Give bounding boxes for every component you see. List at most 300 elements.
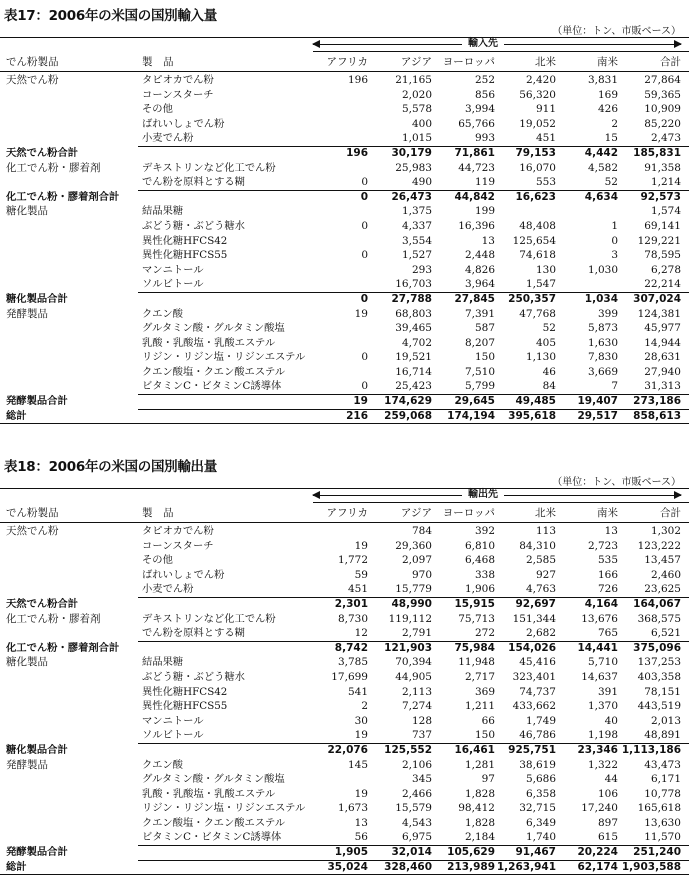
table-row	[0, 582, 689, 597]
europe-value-cell: 65,766	[458, 117, 495, 130]
north-america-value-cell: 323,401	[512, 670, 556, 683]
africa-value-cell: 0	[361, 219, 368, 232]
product-cell: ソルビトール	[142, 729, 204, 742]
table-row	[0, 539, 689, 554]
south-america-value-cell: 15	[604, 132, 618, 145]
product-cell: ソルビトール	[142, 278, 204, 291]
table-total-row	[0, 292, 689, 307]
asia-value-cell: 44,905	[395, 670, 432, 683]
category-cell: 天然でん粉合計	[6, 597, 79, 610]
south-america-value-cell: 1,198	[587, 729, 618, 742]
asia-value-cell: 48,990	[391, 597, 432, 610]
europe-value-cell: 13	[481, 234, 495, 247]
north-america-value-cell: 6,358	[525, 787, 556, 800]
asia-value-cell: 2,791	[401, 627, 432, 640]
south-america-value-cell: 166	[597, 568, 618, 581]
header-bottom-rule	[0, 71, 689, 72]
asia-value-cell: 4,543	[401, 816, 432, 829]
product-cell: リジン・リジン塩・リジンエステル	[142, 802, 306, 815]
table-row	[0, 131, 689, 146]
asia-value-cell: 121,903	[384, 641, 432, 654]
product-cell: 乳酸・乳酸塩・乳酸エステル	[142, 787, 276, 800]
header-top-rule	[0, 37, 689, 38]
south-america-value-cell: 17,240	[581, 802, 618, 815]
africa-value-cell: 451	[347, 583, 368, 596]
total-value-cell: 129,221	[637, 234, 681, 247]
europe-value-cell: 97	[481, 773, 495, 786]
asia-value-cell: 39,465	[395, 322, 432, 335]
table-row	[0, 568, 689, 583]
total-value-cell: 2,460	[650, 568, 681, 581]
south-america-value-cell: 5,873	[587, 322, 618, 335]
table-total-row	[0, 409, 689, 424]
south-america-value-cell: 23,346	[577, 743, 618, 756]
product-cell: デキストリンなど化工でん粉	[142, 161, 276, 174]
europe-value-cell: 1,828	[464, 787, 495, 800]
europe-value-cell: 199	[474, 205, 495, 218]
south-america-value-cell: 2	[611, 117, 618, 130]
product-cell: リジン・リジン塩・リジンエステル	[142, 351, 306, 364]
product-cell: マンニトール	[142, 263, 204, 276]
asia-value-cell: 293	[411, 263, 432, 276]
south-america-value-cell: 7	[611, 380, 618, 393]
europe-value-cell: 75,713	[458, 612, 495, 625]
europe-value-cell: 993	[474, 132, 495, 145]
table-header	[0, 488, 689, 522]
north-america-value-cell: 49,485	[515, 395, 556, 408]
table-row	[0, 234, 689, 249]
total-value-cell: 45,977	[644, 322, 681, 335]
europe-value-cell: 66	[481, 714, 495, 727]
north-america-value-cell: 32,715	[519, 802, 556, 815]
table-row	[0, 758, 689, 773]
europe-value-cell: 150	[474, 351, 495, 364]
product-cell: クエン酸	[142, 758, 183, 771]
africa-value-cell: 541	[347, 685, 368, 698]
product-cell: クエン酸塩・クエン酸エステル	[142, 365, 286, 378]
asia-value-cell: 27,788	[391, 292, 432, 305]
north-america-value-cell: 79,153	[515, 146, 556, 159]
north-america-value-cell: 74,737	[519, 685, 556, 698]
europe-value-cell: 105,629	[447, 846, 495, 859]
total-value-cell: 78,595	[644, 249, 681, 262]
north-america-value-cell: 91,467	[515, 846, 556, 859]
europe-value-cell: 119	[474, 176, 495, 189]
asia-value-cell: 2,466	[401, 787, 432, 800]
total-value-cell: 13,457	[644, 554, 681, 567]
north-america-value-cell: 154,026	[508, 641, 556, 654]
africa-value-cell: 0	[361, 176, 368, 189]
category-cell: 発酵製品合計	[6, 395, 68, 408]
south-america-value-cell: 14,441	[577, 641, 618, 654]
north-america-value-cell: 2,682	[525, 627, 556, 640]
header-mid-rule	[313, 51, 689, 52]
africa-value-cell: 0	[361, 351, 368, 364]
north-america-value-cell: 2,420	[525, 74, 556, 86]
north-america-value-cell: 130	[535, 263, 556, 276]
north-america-value-cell: 56,320	[519, 88, 556, 101]
south-america-value-cell: 1,370	[587, 700, 618, 713]
europe-value-cell: 29,645	[454, 395, 495, 408]
total-value-cell: 1,903,588	[621, 860, 681, 873]
africa-value-cell: 2,301	[334, 597, 368, 610]
north-america-value-cell: 553	[535, 176, 556, 189]
total-value-cell: 375,096	[633, 641, 681, 654]
north-america-value-cell: 52	[542, 322, 556, 335]
europe-value-cell: 6,810	[464, 539, 495, 552]
europe-value-cell: 16,396	[458, 219, 495, 232]
asia-value-cell: 2,097	[401, 554, 432, 567]
asia-value-cell: 7,274	[401, 700, 432, 713]
north-america-value-cell: 1,263,941	[496, 860, 556, 873]
table-row	[0, 307, 689, 322]
africa-value-cell: 2	[361, 700, 368, 713]
total-value-cell: 307,024	[633, 292, 681, 305]
africa-value-cell: 13	[354, 816, 368, 829]
total-value-cell: 27,864	[644, 74, 681, 86]
south-america-value-cell: 3,669	[587, 365, 618, 378]
category-cell: 糖化製品	[6, 205, 48, 218]
table-row	[0, 379, 689, 394]
south-america-value-cell: 169	[597, 88, 618, 101]
asia-value-cell: 1,015	[401, 132, 432, 145]
asia-value-cell: 6,975	[401, 831, 432, 844]
south-america-value-cell: 897	[597, 816, 618, 829]
europe-value-cell: 5,799	[464, 380, 495, 393]
table-row	[0, 88, 689, 103]
south-america-value-cell: 106	[597, 787, 618, 800]
table-row	[0, 365, 689, 380]
europe-value-cell: 7,391	[464, 307, 495, 320]
asia-value-cell: 25,983	[395, 161, 432, 174]
table-row	[0, 219, 689, 234]
col-header-asia: アジア	[400, 507, 432, 519]
asia-value-cell: 2,020	[401, 88, 432, 101]
north-america-value-cell: 48,408	[519, 219, 556, 232]
europe-value-cell: 44,723	[458, 161, 495, 174]
category-cell: 糖化製品合計	[6, 743, 68, 756]
europe-value-cell: 1,281	[464, 758, 495, 771]
product-cell: ばれいしょでん粉	[142, 568, 225, 581]
north-america-value-cell: 911	[535, 103, 556, 116]
europe-value-cell: 98,412	[458, 802, 495, 815]
asia-value-cell: 119,112	[388, 612, 432, 625]
total-value-cell: 165,618	[637, 802, 681, 815]
south-america-value-cell: 765	[597, 627, 618, 640]
europe-value-cell: 44,842	[454, 190, 495, 203]
product-cell: クエン酸	[142, 307, 183, 320]
product-cell: ばれいしょでん粉	[142, 117, 225, 130]
category-cell: 糖化製品合計	[6, 292, 68, 305]
asia-value-cell: 68,803	[395, 307, 432, 320]
product-cell: 異性化糖HFCS55	[142, 249, 228, 262]
asia-value-cell: 737	[411, 729, 432, 742]
europe-value-cell: 150	[474, 729, 495, 742]
north-america-value-cell: 92,697	[515, 597, 556, 610]
table-row	[0, 336, 689, 351]
asia-value-cell: 3,554	[401, 234, 432, 247]
south-america-value-cell: 615	[597, 831, 618, 844]
total-value-cell: 23,625	[644, 583, 681, 596]
africa-value-cell: 30	[354, 714, 368, 727]
table-total-row	[0, 394, 689, 409]
table-total-row	[0, 860, 689, 875]
north-america-value-cell: 19,052	[519, 117, 556, 130]
europe-value-cell: 2,448	[464, 249, 495, 262]
asia-value-cell: 29,360	[395, 539, 432, 552]
table-title: 表17：2006年の米国の国別輸入量	[4, 8, 217, 24]
north-america-value-cell: 46	[542, 365, 556, 378]
col-header-south-america: 南米	[597, 56, 618, 68]
asia-value-cell: 259,068	[384, 409, 432, 422]
europe-value-cell: 3,964	[464, 278, 495, 291]
total-value-cell: 85,220	[644, 117, 681, 130]
total-value-cell: 1,302	[650, 525, 681, 537]
europe-value-cell: 587	[474, 322, 495, 335]
south-america-value-cell: 1,030	[587, 263, 618, 276]
europe-value-cell: 27,845	[454, 292, 495, 305]
product-cell: タピオカでん粉	[142, 74, 214, 86]
africa-value-cell: 8,742	[334, 641, 368, 654]
africa-value-cell: 1,772	[337, 554, 368, 567]
total-value-cell: 403,358	[637, 670, 681, 683]
total-value-cell: 28,631	[644, 351, 681, 364]
north-america-value-cell: 84,310	[519, 539, 556, 552]
asia-value-cell: 345	[411, 773, 432, 786]
product-cell: 異性化糖HFCS42	[142, 234, 228, 247]
europe-value-cell: 369	[474, 685, 495, 698]
total-value-cell: 10,778	[644, 787, 681, 800]
europe-value-cell: 3,994	[464, 103, 495, 116]
europe-value-cell: 75,984	[454, 641, 495, 654]
product-cell: 結晶果糖	[142, 205, 184, 218]
south-america-value-cell: 399	[597, 307, 618, 320]
table-row	[0, 263, 689, 278]
product-cell: コーンスターチ	[142, 88, 214, 101]
south-america-value-cell: 5,710	[587, 656, 618, 669]
total-value-cell: 22,214	[644, 278, 681, 291]
table-row	[0, 612, 689, 627]
africa-value-cell: 17,699	[331, 670, 368, 683]
north-america-value-cell: 45,416	[519, 656, 556, 669]
product-cell: クエン酸塩・クエン酸エステル	[142, 816, 286, 829]
category-cell: 化工でん粉・膠着剤	[6, 612, 101, 625]
europe-value-cell: 252	[474, 74, 495, 86]
europe-value-cell: 2,717	[464, 670, 495, 683]
south-america-value-cell: 3	[611, 249, 618, 262]
product-cell: 異性化糖HFCS42	[142, 685, 228, 698]
north-america-value-cell: 395,618	[508, 409, 556, 422]
asia-value-cell: 490	[411, 176, 432, 189]
africa-value-cell: 12	[354, 627, 368, 640]
europe-value-cell: 338	[474, 568, 495, 581]
north-america-value-cell: 451	[535, 132, 556, 145]
north-america-value-cell: 250,357	[508, 292, 556, 305]
asia-value-cell: 16,703	[395, 278, 432, 291]
table-row	[0, 830, 689, 845]
table-row	[0, 73, 689, 88]
africa-value-cell: 3,785	[337, 656, 368, 669]
africa-value-cell: 196	[346, 146, 368, 159]
asia-value-cell: 30,179	[391, 146, 432, 159]
south-america-value-cell: 62,174	[577, 860, 618, 873]
asia-value-cell: 174,629	[384, 395, 432, 408]
category-cell: 総計	[6, 860, 27, 873]
africa-value-cell: 1,673	[337, 802, 368, 815]
south-america-value-cell: 726	[597, 583, 618, 596]
product-cell: コーンスターチ	[142, 539, 214, 552]
north-america-value-cell: 6,349	[525, 816, 556, 829]
table-row	[0, 626, 689, 641]
south-america-value-cell: 29,517	[577, 409, 618, 422]
table-row	[0, 685, 689, 700]
category-cell: 天然でん粉	[6, 525, 59, 537]
table-row	[0, 248, 689, 263]
category-cell: 発酵製品	[6, 758, 48, 771]
south-america-value-cell: 44	[604, 773, 618, 786]
category-cell: 総計	[6, 409, 27, 422]
africa-value-cell: 19	[353, 395, 368, 408]
product-cell: 結晶果糖	[142, 656, 184, 669]
asia-value-cell: 1,527	[401, 249, 432, 262]
africa-value-cell: 19	[354, 729, 368, 742]
col-header-category: でん粉製品	[6, 507, 59, 519]
europe-value-cell: 174,194	[447, 409, 495, 422]
total-value-cell: 443,519	[637, 700, 681, 713]
category-cell: 化工でん粉・膠着剤合計	[6, 641, 120, 654]
table-row	[0, 161, 689, 176]
north-america-value-cell: 16,070	[519, 161, 556, 174]
unit-note: （単位：トン、市販ベース）	[552, 26, 681, 37]
south-america-value-cell: 13,676	[581, 612, 618, 625]
asia-value-cell: 328,460	[384, 860, 432, 873]
product-cell: 小麦でん粉	[142, 583, 194, 596]
africa-value-cell: 0	[361, 380, 368, 393]
north-america-value-cell: 74,618	[519, 249, 556, 262]
asia-value-cell: 1,375	[401, 205, 432, 218]
total-value-cell: 164,067	[633, 597, 681, 610]
total-value-cell: 368,575	[637, 612, 681, 625]
table-row	[0, 524, 689, 539]
product-cell: グルタミン酸・グルタミン酸塩	[142, 322, 285, 335]
col-header-product: 製 品	[142, 56, 174, 68]
header-mid-rule	[313, 502, 689, 503]
total-value-cell: 124,381	[637, 307, 681, 320]
col-header-product: 製 品	[142, 507, 174, 519]
africa-value-cell: 19	[354, 787, 368, 800]
table-title: 表18：2006年の米国の国別輸出量	[4, 459, 217, 475]
table-row	[0, 816, 689, 831]
table-row	[0, 728, 689, 743]
table-row	[0, 772, 689, 787]
europe-value-cell: 1,211	[464, 700, 495, 713]
category-cell: 発酵製品合計	[6, 846, 68, 859]
total-value-cell: 1,574	[650, 205, 681, 218]
south-america-value-cell: 0	[611, 234, 618, 247]
south-america-value-cell: 7,830	[587, 351, 618, 364]
europe-value-cell: 7,510	[464, 365, 495, 378]
table-header	[0, 37, 689, 71]
europe-value-cell: 213,989	[447, 860, 495, 873]
asia-value-cell: 4,337	[401, 219, 432, 232]
unit-note: （単位：トン、市販ベース）	[552, 477, 681, 488]
col-header-total: 合計	[660, 507, 681, 519]
total-value-cell: 6,171	[650, 773, 681, 786]
south-america-value-cell: 1,034	[584, 292, 618, 305]
africa-value-cell: 59	[354, 568, 368, 581]
north-america-value-cell: 405	[535, 336, 556, 349]
total-value-cell: 43,473	[644, 758, 681, 771]
col-header-north-america: 北米	[535, 56, 556, 68]
col-header-south-america: 南米	[597, 507, 618, 519]
table-row	[0, 350, 689, 365]
north-america-value-cell: 1,547	[525, 278, 556, 291]
asia-value-cell: 784	[411, 525, 432, 537]
africa-value-cell: 22,076	[327, 743, 368, 756]
asia-value-cell: 19,521	[395, 351, 432, 364]
south-america-value-cell: 4,442	[584, 146, 618, 159]
total-value-cell: 1,113,186	[621, 743, 681, 756]
south-america-value-cell: 14,637	[581, 670, 618, 683]
total-value-cell: 251,240	[633, 846, 681, 859]
south-america-value-cell: 40	[604, 714, 618, 727]
north-america-value-cell: 925,751	[508, 743, 556, 756]
product-cell: タピオカでん粉	[142, 525, 214, 537]
col-header-total: 合計	[660, 56, 681, 68]
south-america-value-cell: 1,322	[587, 758, 618, 771]
table-row	[0, 277, 689, 292]
table-row	[0, 553, 689, 568]
total-value-cell: 858,613	[633, 409, 681, 422]
asia-value-cell: 15,779	[395, 583, 432, 596]
europe-value-cell: 11,948	[458, 656, 495, 669]
south-america-value-cell: 1,630	[587, 336, 618, 349]
product-cell: でん粉を原料とする糊	[142, 176, 245, 189]
africa-value-cell: 0	[361, 249, 368, 262]
north-america-value-cell: 927	[535, 568, 556, 581]
total-value-cell: 78,151	[644, 685, 681, 698]
table-row	[0, 655, 689, 670]
category-cell: 化工でん粉・膠着剤合計	[6, 190, 120, 203]
asia-value-cell: 25,423	[395, 380, 432, 393]
north-america-value-cell: 1,749	[525, 714, 556, 727]
product-cell: 異性化糖HFCS55	[142, 700, 228, 713]
origin-label: 輸入先	[462, 38, 504, 50]
product-cell: ビタミンC・ビタミンC誘導体	[142, 380, 282, 393]
asia-value-cell: 125,552	[384, 743, 432, 756]
north-america-value-cell: 84	[542, 380, 556, 393]
table-body	[0, 73, 689, 423]
europe-value-cell: 6,468	[464, 554, 495, 567]
table-row	[0, 787, 689, 802]
product-cell: ぶどう糖・ぶどう糖水	[142, 670, 245, 683]
total-value-cell: 2,013	[650, 714, 681, 727]
table-row	[0, 102, 689, 117]
category-cell: 発酵製品	[6, 307, 48, 320]
header-top-rule	[0, 488, 689, 489]
europe-value-cell: 8,207	[464, 336, 495, 349]
africa-value-cell: 56	[354, 831, 368, 844]
col-header-north-america: 北米	[535, 507, 556, 519]
table-row	[0, 204, 689, 219]
table-total-row	[0, 641, 689, 656]
product-cell: ビタミンC・ビタミンC誘導体	[142, 831, 282, 844]
europe-value-cell: 1,828	[464, 816, 495, 829]
col-header-category: でん粉製品	[6, 56, 59, 68]
total-value-cell: 273,186	[633, 395, 681, 408]
total-value-cell: 69,141	[644, 219, 681, 232]
europe-value-cell: 71,861	[454, 146, 495, 159]
